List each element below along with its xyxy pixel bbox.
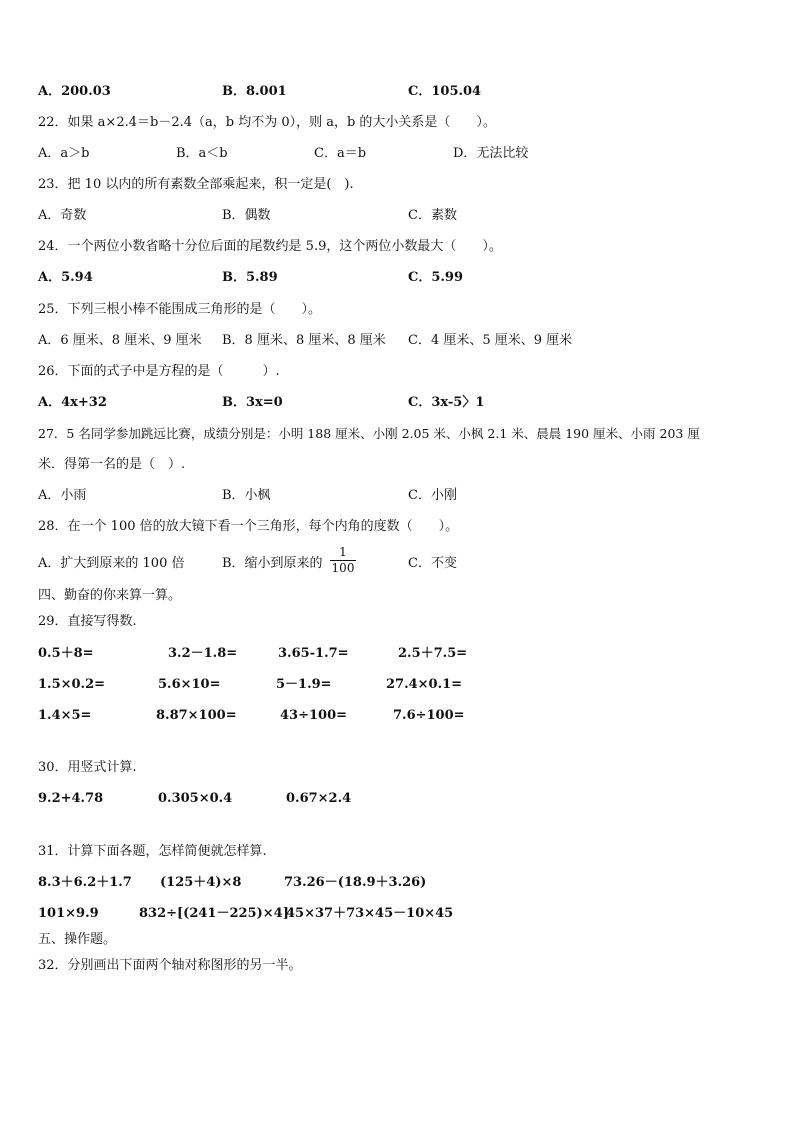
q29-item: 2.5＋7.5= — [398, 646, 468, 661]
fraction-numerator: 1 — [339, 545, 347, 559]
q24-stem: 24．一个两位小数省略十分位后面的尾数约是 5.9，这个两位小数最大（ ）。 — [38, 239, 502, 254]
q25-option-c: C．4 厘米、5 厘米、9 厘米 — [408, 333, 573, 348]
q29-item: 3.65-1.7= — [278, 646, 349, 661]
q30-item: 9.2+4.78 — [38, 791, 104, 806]
q23-option-c: C．素数 — [408, 208, 457, 223]
q31-item: 101×9.9 — [38, 906, 99, 921]
section4-heading: 四、勤奋的你来算一算。 — [38, 588, 182, 603]
q26-option-a: A．4x+32 — [38, 395, 107, 410]
q25-option-a: A．6 厘米、8 厘米、9 厘米 — [38, 333, 202, 348]
section5-heading: 五、操作题。 — [38, 932, 117, 947]
q22-option-d: D．无法比较 — [453, 146, 529, 161]
q22-stem: 22．如果 a×2.4＝b－2.4（a，b 均不为 0），则 a，b 的大小关系是（ ）。 — [38, 115, 496, 130]
q30-item: 0.305×0.4 — [158, 791, 233, 806]
q22-option-b: B．a＜b — [176, 146, 228, 161]
q22-option-a: A．a＞b — [38, 146, 90, 161]
q29-item: 5.6×10= — [158, 677, 221, 692]
q29-item: 27.4×0.1= — [386, 677, 463, 692]
q21-option-c: C．105.04 — [408, 84, 482, 99]
q25-option-b: B．8 厘米、8 厘米、8 厘米 — [222, 333, 386, 348]
q28-stem: 28．在一个 100 倍的放大镜下看一个三角形，每个内角的度数（ ）。 — [38, 519, 459, 534]
q24-option-c: C．5.99 — [408, 270, 464, 285]
q26-option-c: C．3x-5〉1 — [408, 395, 485, 410]
q27-stem-line2: 米．得第一名的是（ ）. — [38, 457, 186, 472]
q29-stem: 29．直接写得数. — [38, 614, 137, 629]
q22-option-c: C．a＝b — [314, 146, 367, 161]
q31-item: 45×37＋73×45－10×45 — [286, 906, 454, 921]
q29-item: 7.6÷100= — [393, 708, 465, 723]
q27-option-a: A．小雨 — [38, 488, 87, 503]
q29-item: 43÷100= — [280, 708, 348, 723]
q21-option-a: A．200.03 — [38, 84, 111, 99]
q31-stem: 31．计算下面各题，怎样简便就怎样算. — [38, 844, 267, 859]
q24-option-b: B．5.89 — [222, 270, 278, 285]
q30-item: 0.67×2.4 — [286, 791, 352, 806]
q30-stem: 30．用竖式计算. — [38, 760, 137, 775]
q27-option-c: C．小刚 — [408, 488, 457, 503]
q29-item: 0.5＋8= — [38, 646, 94, 661]
q24-option-a: A．5.94 — [38, 270, 93, 285]
q26-stem: 26．下面的式子中是方程的是（ ）. — [38, 364, 280, 379]
q31-item: (125＋4)×8 — [160, 875, 242, 890]
q29-item: 1.4×5= — [38, 708, 92, 723]
q32-stem: 32．分别画出下面两个轴对称图形的另一半。 — [38, 958, 302, 973]
q31-item: 8.3＋6.2＋1.7 — [38, 875, 132, 890]
q25-stem: 25．下列三根小棒不能围成三角形的是（ ）。 — [38, 302, 322, 317]
q31-item: 832÷[(241－225)×4] — [139, 906, 289, 921]
q23-stem: 23．把 10 以内的所有素数全部乘起来，积一定是( ). — [38, 177, 354, 192]
q29-item: 5－1.9= — [276, 677, 332, 692]
q28-option-a: A．扩大到原来的 100 倍 — [38, 556, 185, 571]
q29-item: 8.87×100= — [156, 708, 237, 723]
q28-option-b: B．缩小到原来的 — [222, 556, 323, 571]
q21-option-b: B．8.001 — [222, 84, 287, 99]
q28-option-c: C．不变 — [408, 556, 457, 571]
q31-item: 73.26－(18.9＋3.26) — [284, 875, 427, 890]
q29-item: 3.2－1.8= — [168, 646, 238, 661]
q28-fraction — [330, 546, 356, 575]
q27-stem-line1: 27．5 名同学参加跳远比赛，成绩分别是：小明 188 厘米、小刚 2.05 米、小枫 2.1 米、晨晨 190 厘米、小雨 203 厘 — [38, 426, 700, 441]
fraction-denominator: 100 — [331, 561, 355, 575]
q26-option-b: B．3x=0 — [222, 395, 283, 410]
q27-option-b: B．小枫 — [222, 488, 271, 503]
q23-option-b: B．偶数 — [222, 208, 271, 223]
q23-option-a: A．奇数 — [38, 208, 87, 223]
q29-item: 1.5×0.2= — [38, 677, 106, 692]
